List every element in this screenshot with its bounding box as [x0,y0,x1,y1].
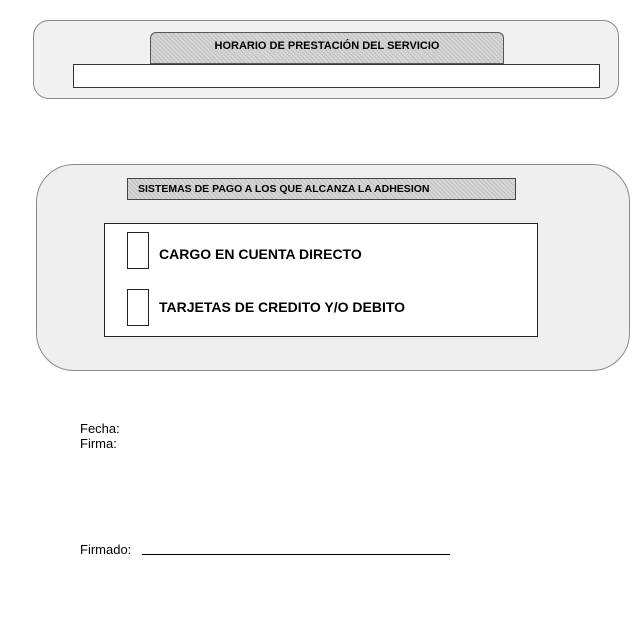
option-label-tarjetas: TARJETAS DE CREDITO Y/O DEBITO [159,299,406,315]
horario-title: HORARIO DE PRESTACIÓN DEL SERVICIO [150,32,504,64]
horario-field[interactable] [73,64,600,88]
fecha-label: Fecha: [80,421,120,436]
sistemas-pago-title: SISTEMAS DE PAGO A LOS QUE ALCANZA LA ADHESION [127,178,516,200]
checkbox-tarjetas[interactable] [127,289,149,326]
option-label-cargo-en-cuenta: CARGO EN CUENTA DIRECTO [159,246,362,262]
checkbox-cargo-en-cuenta[interactable] [127,232,149,269]
firma-label: Firma: [80,436,117,451]
firmado-label: Firmado: [80,542,132,557]
payment-options-box [104,223,538,337]
signature-line[interactable] [142,554,450,555]
